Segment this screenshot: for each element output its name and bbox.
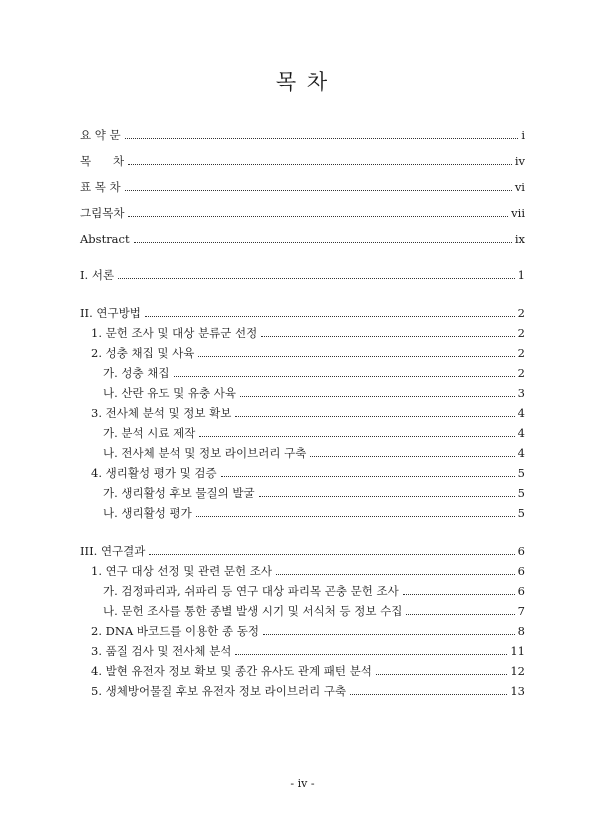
toc-entry-label: 가. 성충 채집 (103, 366, 170, 380)
toc-entry (0, 230, 605, 248)
toc-entry (0, 178, 605, 196)
toc-entry-label: 나. 전사체 분석 및 정보 라이브러리 구축 (103, 446, 307, 460)
toc-entry-page: 4 (517, 426, 525, 440)
dot-leader (259, 496, 515, 497)
toc-entry-label: 5. 생체방어물질 후보 유전자 정보 라이브러리 구축 (91, 684, 347, 698)
toc-entry (0, 344, 605, 362)
toc-entry-page: 2 (517, 326, 525, 340)
toc-entry (0, 152, 605, 170)
toc-entry (0, 602, 605, 620)
toc-entry-label: II. 연구방법 (80, 306, 141, 320)
toc-entry-page: vi (514, 180, 525, 194)
toc-entry (0, 642, 605, 660)
toc-entry-label: 나. 문헌 조사를 통한 종별 발생 시기 및 서식처 등 정보 수집 (103, 604, 403, 618)
dot-leader (199, 436, 514, 437)
toc-entry (0, 484, 605, 502)
toc-entry (0, 324, 605, 342)
toc-entry (0, 562, 605, 580)
dot-leader (406, 614, 514, 615)
toc-entry-label: III. 연구결과 (80, 544, 146, 558)
toc-entry-label: Abstract (80, 232, 130, 246)
dot-leader (235, 654, 507, 655)
toc-entry (0, 504, 605, 522)
toc-entry (0, 404, 605, 422)
toc-entry-page: 7 (517, 604, 525, 618)
dot-leader (261, 336, 514, 337)
toc-entry-page: 4 (517, 446, 525, 460)
dot-leader (134, 242, 512, 243)
dot-leader (128, 164, 512, 165)
dot-leader (145, 316, 515, 317)
toc-entry (0, 204, 605, 222)
dot-leader (221, 476, 515, 477)
toc-entry-page: ix (514, 232, 525, 246)
toc-entry-page: 8 (517, 624, 525, 638)
toc-entry-label: 1. 연구 대상 선정 및 관련 문헌 조사 (91, 564, 272, 578)
toc-entry-label: 가. 생리활성 후보 물질의 발굴 (103, 486, 255, 500)
toc-entry (0, 582, 605, 600)
toc-entry-label: 나. 생리활성 평가 (103, 506, 192, 520)
toc-entry-page: 13 (510, 684, 525, 698)
toc-entry (0, 384, 605, 402)
toc-entry (0, 682, 605, 700)
toc-entry (0, 622, 605, 640)
toc-entry-page: 2 (517, 306, 525, 320)
toc-entry-page: 3 (517, 386, 525, 400)
dot-leader (240, 396, 515, 397)
toc-entry-label: 가. 분석 시료 제작 (103, 426, 196, 440)
toc-entry-page: 6 (517, 564, 525, 578)
toc-entry (0, 444, 605, 462)
page-number-footer: - iv - (290, 777, 315, 790)
dot-leader (350, 694, 507, 695)
dot-leader (149, 554, 514, 555)
toc-entry-page: iv (514, 154, 525, 168)
toc-entry-page: 5 (517, 486, 525, 500)
toc-entry-label: 2. DNA 바코드를 이용한 종 동정 (91, 624, 259, 638)
toc-entry (0, 662, 605, 680)
page-title: 목 차 (275, 70, 330, 94)
toc-entry (0, 126, 605, 144)
toc-entry-label: 표 목 차 (80, 180, 121, 194)
toc-entry (0, 304, 605, 322)
toc-entry (0, 364, 605, 382)
toc-entry-label: 요 약 문 (80, 128, 121, 142)
dot-leader (128, 216, 508, 217)
toc-entry-page: 5 (517, 506, 525, 520)
toc-entry-label: 4. 발현 유전자 정보 확보 및 종간 유사도 관계 패턴 분석 (91, 664, 372, 678)
toc-entry-label: 목 차 (80, 154, 125, 168)
toc-entry-page: 2 (517, 346, 525, 360)
toc-entry-label: 3. 품질 검사 및 전사체 분석 (91, 644, 232, 658)
toc-entry-page: i (521, 128, 525, 142)
dot-leader (235, 416, 514, 417)
toc-entry-page: 5 (517, 466, 525, 480)
dot-leader (263, 634, 515, 635)
toc-entry-page: 6 (517, 584, 525, 598)
toc-entry (0, 464, 605, 482)
dot-leader (403, 594, 515, 595)
dot-leader (118, 278, 515, 279)
toc-entry-page: 2 (517, 366, 525, 380)
dot-leader (125, 190, 512, 191)
toc-entry-label: 4. 생리활성 평가 및 검증 (91, 466, 217, 480)
toc-entry-label: 가. 검정파리과, 쉬파리 등 연구 대상 파리목 곤충 문헌 조사 (103, 584, 399, 598)
toc-entry-page: vii (511, 206, 525, 220)
dot-leader (310, 456, 514, 457)
toc-entry-label: 2. 성충 채집 및 사육 (91, 346, 195, 360)
dot-leader (198, 356, 514, 357)
toc-entry-page: 12 (510, 664, 525, 678)
toc-entry-page: 4 (517, 406, 525, 420)
toc-entry (0, 424, 605, 442)
dot-leader (376, 674, 508, 675)
toc-entry-page: 1 (517, 268, 525, 282)
toc-entry-label: 그림목차 (80, 206, 125, 220)
toc-entry-label: 1. 문헌 조사 및 대상 분류군 선정 (91, 326, 258, 340)
toc-entry-label: 나. 산란 유도 및 유충 사육 (103, 386, 237, 400)
toc-entry (0, 266, 605, 284)
dot-leader (125, 138, 519, 139)
toc-entry-label: I. 서론 (80, 268, 115, 282)
toc-entry-page: 6 (517, 544, 525, 558)
dot-leader (276, 574, 515, 575)
toc-entry-page: 11 (510, 644, 525, 658)
dot-leader (196, 516, 515, 517)
toc-entry-label: 3. 전사체 분석 및 정보 확보 (91, 406, 232, 420)
dot-leader (174, 376, 515, 377)
toc-entry (0, 542, 605, 560)
